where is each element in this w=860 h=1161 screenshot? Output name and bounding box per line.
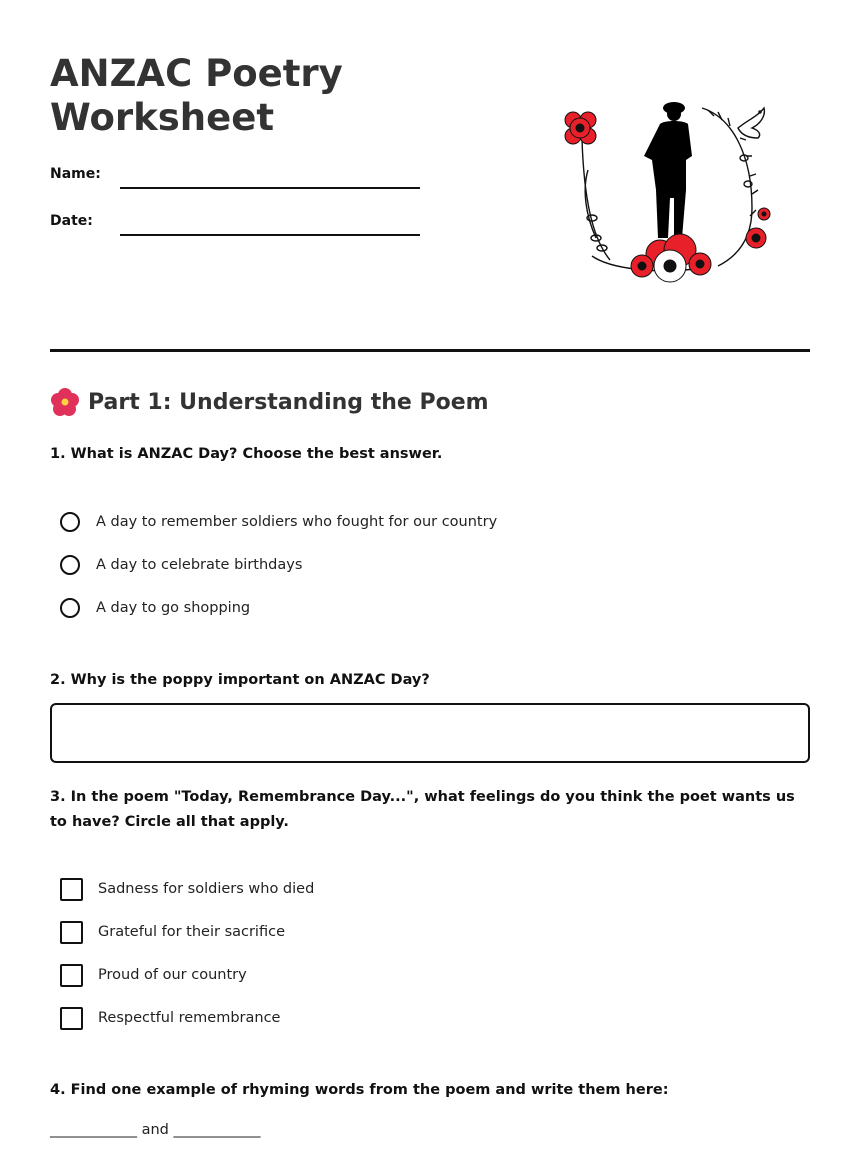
question-1: 1. What is ANZAC Day? Choose the best answer. xyxy=(50,446,443,462)
question-4: 4. Find one example of rhyming words from the poem and write them here: xyxy=(50,1082,669,1098)
option-label: A day to go shopping xyxy=(96,600,251,616)
worksheet-title xyxy=(50,52,343,140)
option-label: Respectful remembrance xyxy=(98,1010,281,1026)
q4-blank-line[interactable]: ____________ and ____________ xyxy=(50,1122,261,1138)
part1-heading xyxy=(50,387,489,417)
radio-button[interactable] xyxy=(60,555,80,575)
option-label: Sadness for soldiers who died xyxy=(98,881,315,897)
checkbox[interactable] xyxy=(60,878,83,901)
q3-option-4[interactable] xyxy=(60,1006,280,1030)
radio-button[interactable] xyxy=(60,512,80,532)
checkbox[interactable] xyxy=(60,1007,83,1030)
soldier-poppy-illustration xyxy=(552,98,778,294)
option-label: Proud of our country xyxy=(98,967,247,983)
soldier-silhouette-icon xyxy=(644,102,692,238)
date-line[interactable] xyxy=(120,234,420,236)
q3-option-1[interactable] xyxy=(60,877,314,901)
title-line-2: Worksheet xyxy=(50,96,275,139)
option-label: A day to celebrate birthdays xyxy=(96,557,303,573)
q1-option-2[interactable] xyxy=(60,553,302,577)
name-line[interactable] xyxy=(120,187,420,189)
radio-button[interactable] xyxy=(60,598,80,618)
q3-option-2[interactable] xyxy=(60,920,285,944)
section-divider xyxy=(50,349,810,352)
q1-option-1[interactable] xyxy=(60,510,497,534)
date-label: Date: xyxy=(50,213,93,229)
question-2: 2. Why is the poppy important on ANZAC Day? xyxy=(50,672,430,688)
dove-icon xyxy=(738,108,764,138)
hibiscus-flower-icon xyxy=(50,387,80,417)
option-label: Grateful for their sacrifice xyxy=(98,924,285,940)
title-line-1: ANZAC Poetry xyxy=(50,52,343,95)
name-label: Name: xyxy=(50,166,101,182)
option-label: A day to remember soldiers who fought for our country xyxy=(96,514,498,530)
q2-answer-box[interactable] xyxy=(50,703,810,763)
checkbox[interactable] xyxy=(60,921,83,944)
part1-heading-text: Part 1: Understanding the Poem xyxy=(88,389,489,415)
checkbox[interactable] xyxy=(60,964,83,987)
q3-option-3[interactable] xyxy=(60,963,247,987)
q1-option-3[interactable] xyxy=(60,596,250,620)
question-3: 3. In the poem "Today, Remembrance Day...", what feelings do you think the poet wants us to have? Circle all that apply. xyxy=(50,789,795,830)
